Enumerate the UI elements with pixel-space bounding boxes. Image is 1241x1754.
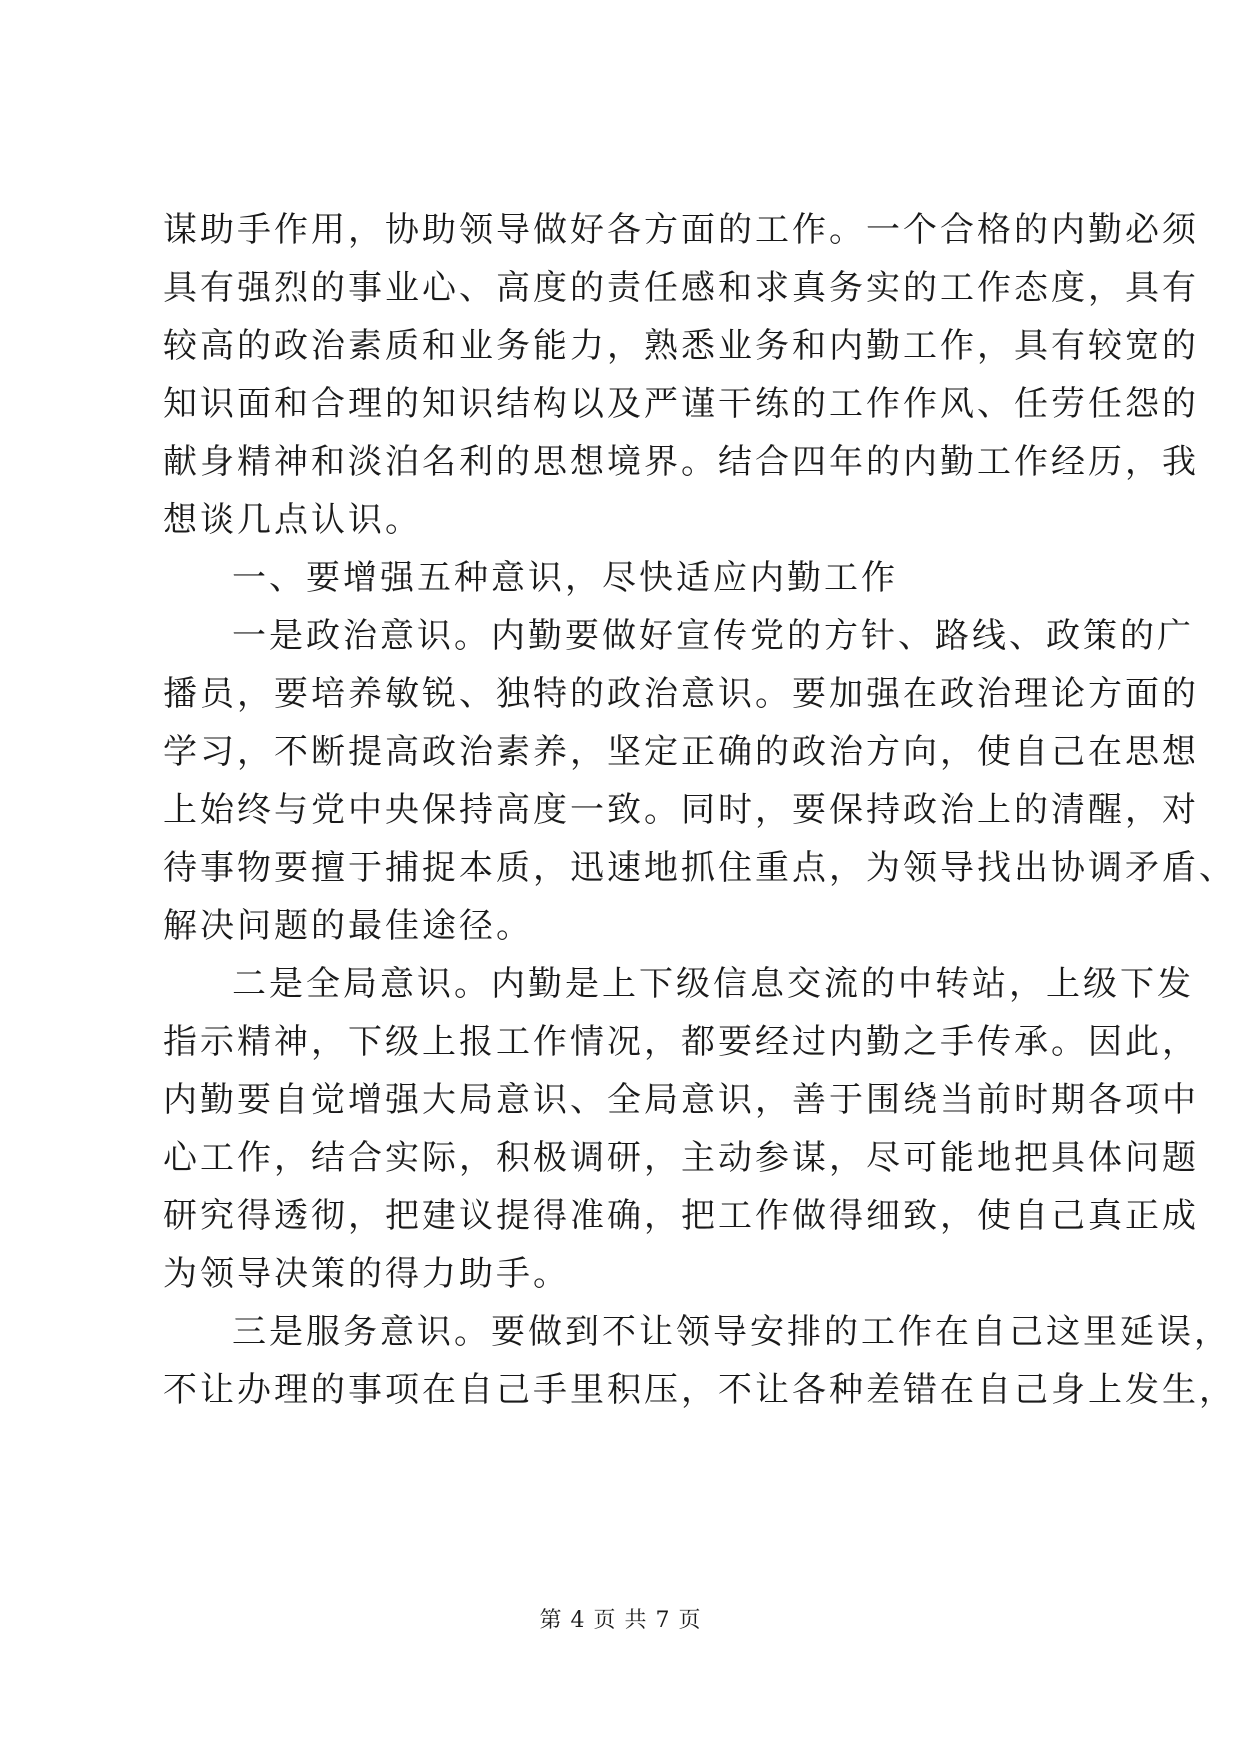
body-line: 不让办理的事项在自己手里积压，不让各种差错在自己身上发生， [163,1370,1236,1410]
body-line: 解决问题的最佳途径。 [163,906,533,946]
page-number-footer: 第 4 页 共 7 页 [539,1608,702,1633]
body-line: 播员，要培养敏锐、独特的政治意识。要加强在政治理论方面的 [163,674,1199,714]
section-heading: 一、要增强五种意识，尽快适应内勤工作 [232,558,898,598]
body-line: 内勤要自觉增强大局意识、全局意识，善于围绕当前时期各项中 [163,1080,1199,1120]
paragraph-first-line: 二是全局意识。内勤是上下级信息交流的中转站，上级下发 [232,964,1194,1004]
body-line: 知识面和合理的知识结构以及严谨干练的工作作风、任劳任怨的 [163,384,1199,424]
body-line: 谋助手作用，协助领导做好各方面的工作。一个合格的内勤必须 [163,210,1199,250]
body-line: 待事物要擅于捕捉本质，迅速地抓住重点，为领导找出协调矛盾、 [163,848,1236,888]
body-line: 较高的政治素质和业务能力，熟悉业务和内勤工作，具有较宽的 [163,326,1199,366]
body-line: 心工作，结合实际，积极调研，主动参谋，尽可能地把具体问题 [163,1138,1199,1178]
body-line: 学习，不断提高政治素养，坚定正确的政治方向，使自己在思想 [163,732,1199,772]
paragraph-first-line: 一是政治意识。内勤要做好宣传党的方针、路线、政策的广 [232,616,1194,656]
body-line: 为领导决策的得力助手。 [163,1254,570,1294]
body-line: 想谈几点认识。 [163,500,422,540]
body-line: 指示精神，下级上报工作情况，都要经过内勤之手传承。因此， [163,1022,1199,1062]
body-line: 具有强烈的事业心、高度的责任感和求真务实的工作态度，具有 [163,268,1199,308]
body-line: 献身精神和淡泊名利的思想境界。结合四年的内勤工作经历，我 [163,442,1199,482]
body-line: 上始终与党中央保持高度一致。同时，要保持政治上的清醒，对 [163,790,1199,830]
body-line: 研究得透彻，把建议提得准确，把工作做得细致，使自己真正成 [163,1196,1199,1236]
paragraph-first-line: 三是服务意识。要做到不让领导安排的工作在自己这里延误， [232,1312,1231,1352]
